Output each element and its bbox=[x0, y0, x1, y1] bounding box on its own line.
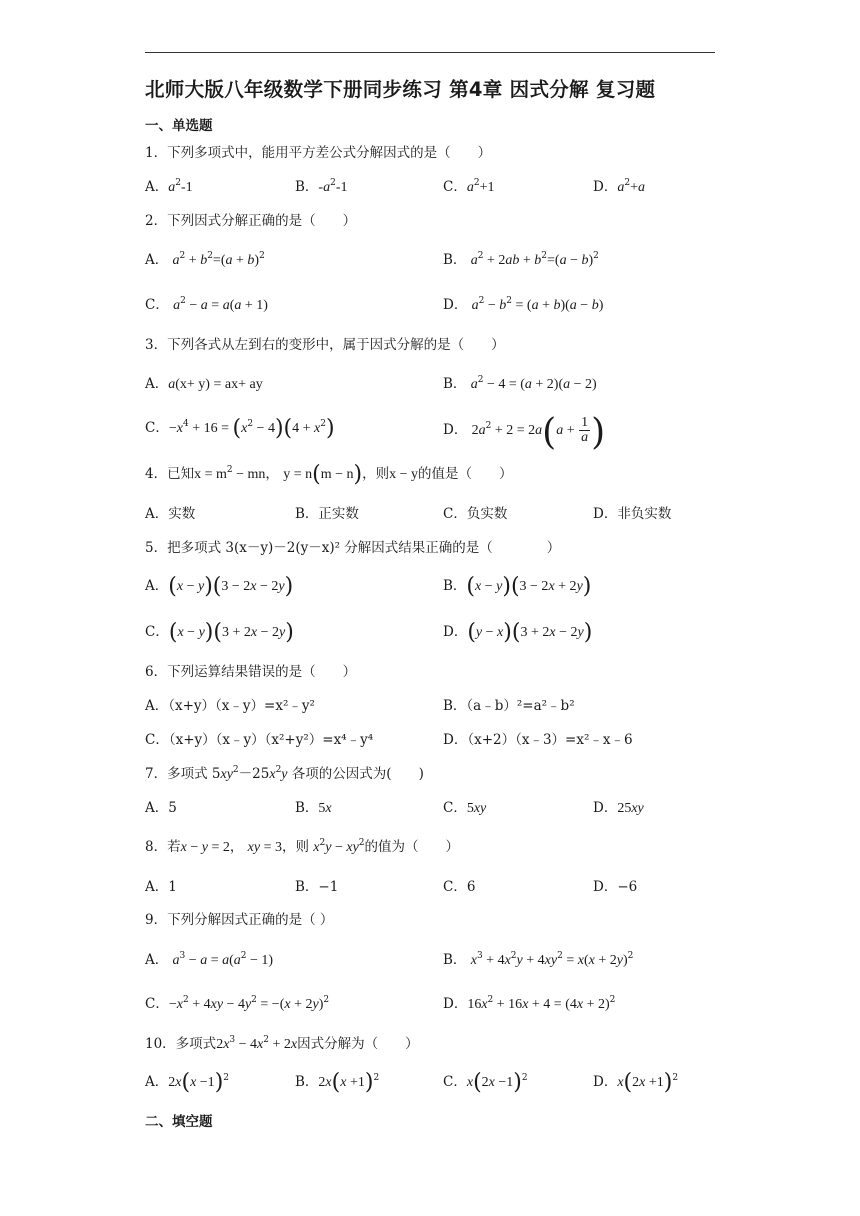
q5-option-c: C．(x − y)(3 + 2x − 2y) bbox=[145, 620, 294, 645]
question-7: 7．多项式 $5xy^2-25x^2y$ 各项的公因式为( ) bbox=[145, 765, 424, 782]
q3-option-c: C．$-x^4 + 16 = (x^2 - 4)(4 + x^2)$ bbox=[145, 416, 335, 441]
q9-option-c: C．$-x^2 + 4xy - 4y^2 = -(x + 2y)^2$ bbox=[145, 995, 330, 1012]
q3-option-a: A．a(x+ y) = ax+ ay bbox=[145, 376, 263, 392]
q7-option-c: C．5xy bbox=[443, 800, 487, 816]
q2-option-c: C． $a^2 - a = a(a + 1)$ bbox=[145, 296, 268, 313]
q8-option-d: D．−6 bbox=[593, 879, 638, 895]
q7-option-d: D．25xy bbox=[593, 800, 644, 816]
q10-option-d: D．$x(2x +1)^2$ bbox=[593, 1070, 679, 1095]
question-3: 3．下列各式从左到右的变形中，属于因式分解的是（ ） bbox=[145, 337, 505, 353]
q6-option-a: A．（x+y）（x﹣y）=x²﹣y² bbox=[145, 698, 315, 714]
q6-option-b: B．（a﹣b）²=a²﹣b² bbox=[443, 698, 575, 714]
q5-option-a: A．(x − y)(3 − 2x − 2y) bbox=[145, 574, 294, 599]
q8-option-c: C．6 bbox=[443, 879, 476, 895]
section-heading-single-choice: 一、单选题 bbox=[145, 118, 213, 134]
q4-option-b: B．正实数 bbox=[295, 506, 359, 522]
q9-option-d: D．$16x^2 + 16x + 4 = (4x + 2)^2$ bbox=[443, 995, 616, 1012]
q7-option-b: B．5x bbox=[295, 800, 332, 816]
q1-option-a: A．$a^2-1$ bbox=[145, 178, 193, 195]
section-heading-fill-blank: 二、填空题 bbox=[145, 1114, 213, 1130]
q4-option-d: D．非负实数 bbox=[593, 506, 672, 522]
question-6: 6．下列运算结果错误的是（ ） bbox=[145, 664, 357, 680]
q2-option-a: A． $a^2 + b^2=(a + b)^2$ bbox=[145, 251, 265, 268]
q2-option-d: D． $a^2 - b^2 = (a + b)(a - b)$ bbox=[443, 296, 604, 313]
q7-option-a: A．5 bbox=[145, 800, 177, 816]
question-2: 2．下列因式分解正确的是（ ） bbox=[145, 213, 357, 229]
q1-option-b: B．$-a^2-1$ bbox=[295, 178, 348, 195]
question-10: 10．多项式$2x^3 - 4x^2 + 2x$因式分解为（ ） bbox=[145, 1035, 419, 1052]
q1-option-c: C．$a^2+1$ bbox=[443, 178, 495, 195]
q8-option-b: B．−1 bbox=[295, 879, 339, 895]
q3-option-b: B． $a^2 - 4 = (a + 2)(a - 2)$ bbox=[443, 375, 597, 392]
q4-option-a: A．实数 bbox=[145, 506, 196, 522]
q10-option-c: C．$x(2x -1)^2$ bbox=[443, 1070, 528, 1095]
question-1: 1．下列多项式中，能用平方差公式分解因式的是（ ） bbox=[145, 145, 492, 161]
q3-option-d: D． $2a^2 + 2 = 2a(a$ + $\frac{1}{a}$ ) bbox=[443, 412, 606, 453]
q5-option-d: D．(y − x)(3 + 2x − 2y) bbox=[443, 620, 593, 645]
page-title: 北师大版八年级数学下册同步练习 第4章 因式分解 复习题 bbox=[145, 78, 656, 101]
q6-option-d: D．（x+2）（x﹣3）=x²﹣x﹣6 bbox=[443, 732, 633, 748]
q5-option-b: B．(x − y)(3 − 2x + 2y) bbox=[443, 574, 592, 599]
q6-option-c: C．（x+y）（x﹣y）（x²+y²）=x⁴﹣y⁴ bbox=[145, 732, 374, 748]
q8-option-a: A．1 bbox=[145, 879, 177, 895]
question-9: 9．下列分解因式正确的是（ ） bbox=[145, 912, 334, 928]
question-4: 4．已知$x = m^2$ − mn， y = n(m − n)，则x − y的值是（ ） bbox=[145, 462, 513, 487]
q10-option-a: A．$2x(x -1)^2$ bbox=[145, 1070, 230, 1095]
question-8: 8．若x − y = 2， xy = 3，则 $x^2y - xy^2$的值为（ ） bbox=[145, 838, 460, 855]
q9-option-b: B． $x^3 + 4x^2y + 4xy^2 = x(x + 2y)^2$ bbox=[443, 951, 634, 968]
q9-option-a: A． $a^3 - a = a(a^2 - 1)$ bbox=[145, 951, 274, 968]
q10-option-b: B．$2x(x +1)^2$ bbox=[295, 1070, 380, 1095]
q4-option-c: C．负实数 bbox=[443, 506, 508, 522]
question-5: 5．把多项式 3(x－y)－2(y－x)² 分解因式结果正确的是（ ） bbox=[145, 540, 561, 556]
q2-option-b: B． $a^2 + 2ab + b^2=(a - b)^2$ bbox=[443, 251, 599, 268]
header-rule bbox=[145, 52, 715, 53]
q1-option-d: D．$a^2+a$ bbox=[593, 178, 645, 195]
